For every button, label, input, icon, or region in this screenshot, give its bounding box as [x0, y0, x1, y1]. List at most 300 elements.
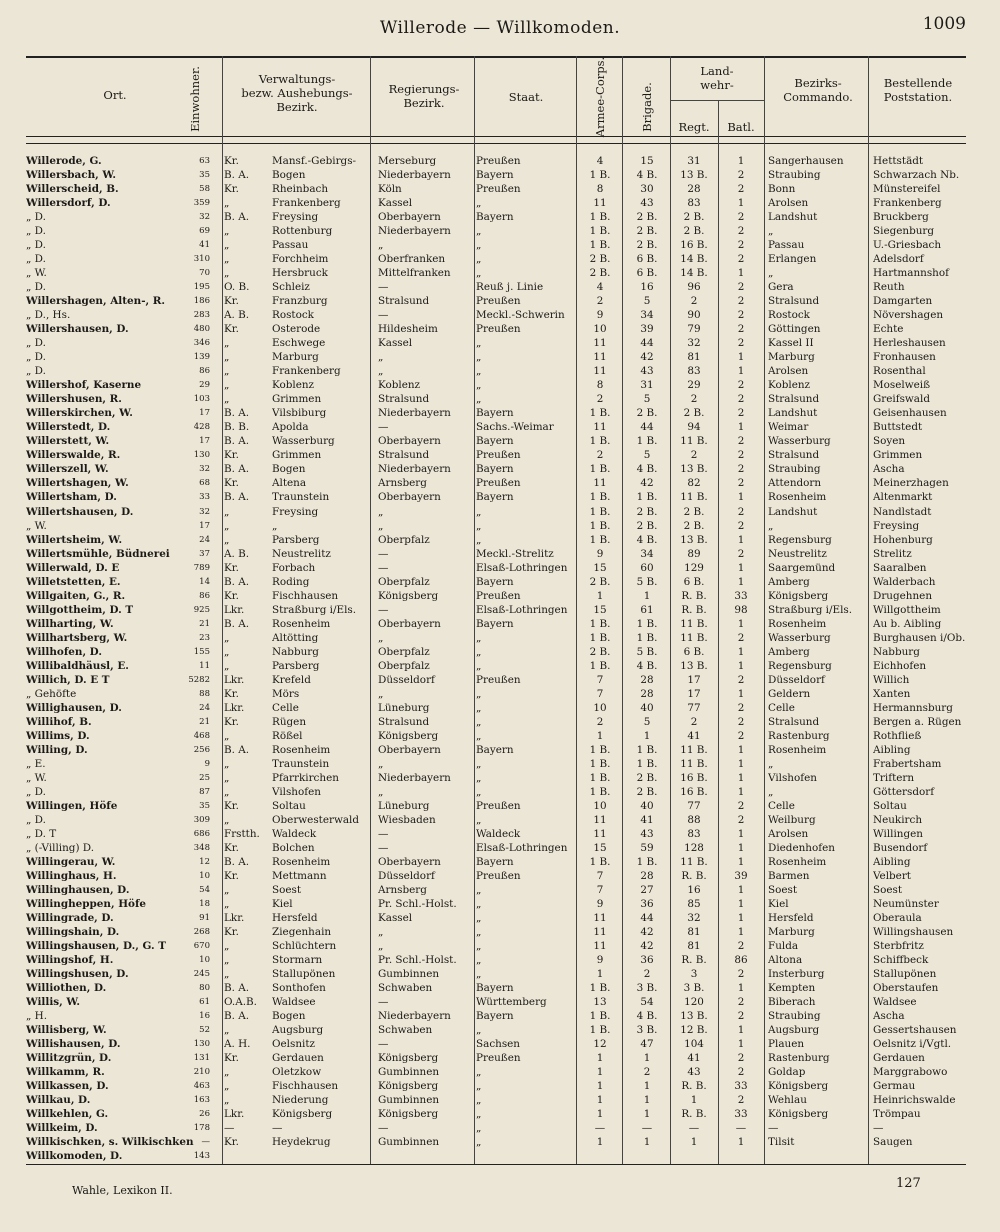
landwehr-battalion: 1 — [737, 575, 745, 588]
government-district: — — [378, 1038, 389, 1051]
army-corps: 8 — [596, 183, 604, 196]
district-type: „ — [224, 365, 230, 378]
state: Bayern — [476, 982, 514, 995]
government-district: „ — [378, 940, 384, 953]
landwehr-battalion: 2 — [737, 211, 745, 224]
post-station: Saugen — [873, 1136, 913, 1149]
state: „ — [476, 912, 482, 925]
district-type: „ — [224, 968, 230, 981]
landwehr-battalion: 1 — [737, 533, 745, 546]
government-district: „ — [378, 687, 384, 700]
district-command: Arolsen — [768, 365, 809, 378]
district-command: Rosenheim — [768, 743, 827, 756]
state: „ — [476, 1094, 482, 1107]
landwehr-battalion: 1 — [737, 561, 745, 574]
brigade: 40 — [640, 701, 654, 714]
state: „ — [476, 351, 482, 364]
district: Fischhausen — [272, 589, 339, 602]
place-name: Willishausen, D. — [26, 1038, 121, 1051]
col-head-landwehr: Land- wehr- — [700, 64, 734, 92]
district-command: Straubing — [768, 169, 821, 182]
district-command: „ — [768, 757, 774, 770]
brigade: 54 — [640, 996, 654, 1009]
landwehr-regiment: 2 B. — [683, 211, 705, 224]
landwehr-regiment: 13 B. — [680, 463, 708, 476]
state: Sachsen — [476, 1038, 520, 1051]
state: Bayern — [476, 211, 514, 224]
population: 11 — [199, 660, 210, 671]
government-district: — — [378, 561, 389, 574]
state: „ — [476, 631, 482, 644]
government-district: Niederbayern — [378, 225, 451, 238]
place-name: „ W. — [26, 267, 47, 280]
district-command: Göttingen — [768, 323, 821, 336]
population: 80 — [199, 983, 210, 994]
landwehr-battalion: 98 — [734, 603, 748, 616]
district-command: „ — [768, 267, 774, 280]
place-name: Willhofen, D. — [26, 645, 102, 658]
landwehr-regiment: 83 — [687, 365, 701, 378]
landwehr-regiment: 11 B. — [680, 631, 708, 644]
population: 32 — [199, 506, 210, 517]
district: Franzburg — [272, 295, 328, 308]
district: Vilsbiburg — [272, 407, 327, 420]
district-type: „ — [224, 729, 230, 742]
post-station: Gerdauen — [873, 1052, 925, 1065]
brigade: 42 — [640, 926, 654, 939]
state: „ — [476, 505, 482, 518]
population: 346 — [193, 338, 210, 349]
post-station: Reuth — [873, 281, 905, 294]
state: „ — [476, 365, 482, 378]
landwehr-regiment: 16 B. — [680, 785, 708, 798]
brigade: 47 — [640, 1038, 654, 1051]
district: Gerdauen — [272, 1052, 324, 1065]
population: 480 — [193, 324, 210, 335]
army-corps: 1 B. — [589, 659, 611, 672]
district-type: B. A. — [224, 211, 250, 224]
army-corps: 11 — [593, 940, 607, 953]
state: „ — [476, 645, 482, 658]
district-command: Marburg — [768, 926, 815, 939]
place-name: Willingshof, H. — [26, 954, 114, 967]
district: Frankenberg — [272, 365, 341, 378]
army-corps: 9 — [596, 547, 604, 560]
district-type: „ — [224, 533, 230, 546]
population: 268 — [193, 927, 210, 938]
population: 143 — [193, 1151, 210, 1162]
landwehr-regiment: 11 B. — [680, 856, 708, 868]
army-corps: 1 B. — [589, 505, 611, 518]
government-district: Niederbayern — [378, 407, 451, 420]
district-command: Saargemünd — [768, 561, 836, 574]
army-corps: 7 — [596, 884, 604, 897]
place-name: Willkassen, D. — [26, 1080, 109, 1093]
post-station: Geisenhausen — [873, 407, 947, 420]
brigade: 2 — [643, 968, 651, 981]
landwehr-regiment: 11 B. — [680, 617, 708, 630]
army-corps: 1 B. — [589, 771, 611, 784]
place-name: „ D. — [26, 351, 46, 364]
district: Bogen — [272, 463, 306, 476]
government-district: Niederbayern — [378, 169, 451, 182]
state: „ — [476, 379, 482, 392]
population: 186 — [193, 296, 210, 307]
army-corps: 1 B. — [589, 617, 611, 630]
state: „ — [476, 253, 482, 266]
army-corps: 9 — [596, 898, 604, 911]
post-station: Buttstedt — [873, 421, 923, 434]
district-command: Weimar — [768, 421, 809, 434]
district-type: „ — [224, 239, 230, 252]
brigade: 40 — [640, 799, 654, 812]
district: Freysing — [272, 505, 319, 518]
landwehr-regiment: 41 — [687, 729, 701, 742]
place-name: Willisberg, W. — [26, 1024, 107, 1037]
army-corps: 1 B. — [589, 982, 611, 995]
district-type: „ — [224, 505, 230, 518]
place-name: „ D. — [26, 785, 46, 798]
district: Marburg — [272, 351, 319, 364]
landwehr-battalion: 2 — [737, 813, 745, 826]
landwehr-battalion: 2 — [737, 323, 745, 336]
district-type: O.A.B. — [224, 996, 257, 1009]
district-type: A. B. — [224, 547, 250, 560]
district-type: „ — [224, 253, 230, 266]
state: „ — [476, 701, 482, 714]
place-name: „ D. — [26, 225, 46, 238]
district: Mörs — [272, 687, 300, 700]
place-name: Willharting, W. — [26, 617, 114, 630]
district-command: Kiel — [768, 898, 789, 911]
state: Bayern — [476, 743, 514, 756]
landwehr-regiment: R. B. — [681, 954, 707, 967]
state: Waldeck — [476, 827, 521, 840]
population: 52 — [199, 1025, 210, 1036]
population: 32 — [199, 212, 210, 223]
district-command: Altona — [768, 954, 803, 967]
district: Waldsee — [272, 996, 316, 1009]
state: Preußen — [476, 799, 521, 812]
post-station: Siegenburg — [873, 225, 935, 238]
government-district: Oberfranken — [378, 253, 446, 266]
government-district: Lüneburg — [378, 701, 430, 714]
population: 25 — [199, 772, 210, 783]
army-corps: 11 — [593, 351, 607, 364]
brigade: 44 — [640, 912, 654, 925]
government-district: — — [378, 827, 389, 840]
government-district: Königsberg — [378, 1052, 439, 1065]
district: Grimmen — [272, 449, 322, 462]
landwehr-regiment: 32 — [687, 337, 701, 350]
government-district: „ — [378, 631, 384, 644]
district-command: Arolsen — [768, 197, 809, 210]
landwehr-regiment: 81 — [687, 940, 701, 953]
district-command: Wasserburg — [768, 435, 831, 448]
place-name: Willetstetten, E. — [26, 575, 121, 588]
landwehr-battalion: 1 — [737, 743, 745, 756]
landwehr-regiment: 43 — [687, 1066, 701, 1079]
population: 86 — [199, 590, 210, 601]
army-corps: 15 — [593, 841, 607, 854]
army-corps: 11 — [593, 912, 607, 925]
army-corps: 11 — [593, 926, 607, 939]
landwehr-battalion: 1 — [737, 617, 745, 630]
district: Fischhausen — [272, 1080, 339, 1093]
population: 428 — [193, 422, 210, 433]
post-station: Göttersdorf — [873, 785, 935, 798]
state: „ — [476, 771, 482, 784]
post-station: Eichhofen — [873, 659, 927, 672]
population: 359 — [193, 198, 210, 209]
post-station: Ascha — [873, 1010, 905, 1023]
brigade: 15 — [640, 155, 654, 167]
government-district: — — [378, 309, 389, 322]
district: Sonthofen — [272, 982, 326, 995]
landwehr-regiment: R. B. — [681, 603, 707, 616]
district: Forchheim — [272, 253, 329, 266]
state: Reuß j. Linie — [476, 281, 544, 294]
post-station: Hermannsburg — [873, 701, 953, 714]
place-name: Willershagen, Alten-, R. — [26, 295, 165, 308]
army-corps: 1 — [596, 968, 604, 981]
post-station: Strelitz — [873, 547, 912, 560]
landwehr-battalion: 1 — [737, 659, 745, 672]
place-name: „ D. — [26, 239, 46, 252]
landwehr-battalion: 1 — [737, 898, 745, 911]
district-type: „ — [224, 631, 230, 644]
brigade: 1 — [643, 589, 651, 602]
district: Forbach — [272, 561, 316, 574]
district-command: Celle — [768, 701, 795, 714]
landwehr-regiment: 96 — [687, 281, 701, 294]
landwehr-battalion: 1 — [737, 491, 745, 504]
landwehr-regiment: 3 — [690, 968, 698, 981]
army-corps: 1 B. — [589, 491, 611, 504]
col-head-staat: Staat. — [508, 90, 544, 104]
landwehr-battalion: 1 — [737, 351, 745, 364]
brigade: 1 — [643, 1094, 651, 1107]
landwehr-regiment: R. B. — [681, 1080, 707, 1093]
brigade: 2 B. — [636, 239, 658, 252]
place-name: Willis, W. — [26, 996, 81, 1009]
state: Preußen — [476, 589, 521, 602]
district-type: „ — [224, 813, 230, 826]
government-district: Oberbayern — [378, 435, 441, 448]
landwehr-battalion: 2 — [737, 183, 745, 196]
place-name: Willihof, B. — [26, 715, 92, 728]
post-station: Busendorf — [873, 841, 928, 854]
brigade: 30 — [640, 183, 654, 196]
landwehr-regiment: 16 B. — [680, 239, 708, 252]
district-type: B. A. — [224, 856, 250, 868]
post-station: Willich — [873, 673, 910, 686]
landwehr-battalion: 1 — [737, 645, 745, 658]
district: Altötting — [272, 631, 319, 644]
population: 86 — [199, 366, 210, 377]
district-type: „ — [224, 757, 230, 770]
landwehr-battalion: 2 — [737, 281, 745, 294]
district-command: Augsburg — [768, 1024, 820, 1037]
government-district: Oberbayern — [378, 856, 441, 868]
district: Rostock — [272, 309, 314, 322]
district-command: Wasserburg — [768, 631, 831, 644]
army-corps: 11 — [593, 477, 607, 490]
landwehr-regiment: 6 B. — [683, 645, 705, 658]
state: „ — [476, 1136, 482, 1149]
district-type: Kr. — [224, 295, 239, 308]
state: Bayern — [476, 463, 514, 476]
district-type: „ — [224, 884, 230, 897]
post-station: Meinerzhagen — [873, 477, 949, 490]
district: Mansf.-Gebirgs- — [272, 155, 357, 167]
post-station: Triftern — [873, 771, 915, 784]
place-name: „ D. — [26, 281, 46, 294]
brigade: 4 B. — [636, 533, 658, 546]
landwehr-regiment: 94 — [687, 421, 701, 434]
army-corps: 1 B. — [589, 169, 611, 182]
district: Rosenheim — [272, 617, 331, 630]
place-name: Willershusen, R. — [26, 393, 122, 406]
district-command: Rostock — [768, 309, 810, 322]
district-command: Wehlau — [768, 1094, 807, 1107]
state: „ — [476, 898, 482, 911]
district-command: — — [768, 1122, 779, 1135]
army-corps: 1 B. — [589, 225, 611, 238]
army-corps: 1 — [596, 589, 604, 602]
district: Koblenz — [272, 379, 315, 392]
place-name: Willertsmühle, Büdnerei — [26, 547, 170, 560]
landwehr-regiment: 2 — [690, 393, 698, 406]
district-type: „ — [224, 379, 230, 392]
district-type: Kr. — [224, 870, 239, 883]
post-station: Willgottheim — [873, 603, 941, 616]
population: 26 — [199, 1109, 210, 1120]
district-command: Marburg — [768, 351, 815, 364]
population: 29 — [199, 380, 210, 391]
district-command: Diedenhofen — [768, 841, 835, 854]
post-station: Hettstädt — [873, 155, 924, 167]
population: 54 — [199, 885, 210, 896]
population: 283 — [193, 310, 210, 321]
brigade: 1 — [643, 1136, 651, 1149]
army-corps: 1 B. — [589, 463, 611, 476]
state: Bayern — [476, 617, 514, 630]
brigade: 1 — [643, 1052, 651, 1065]
post-station: Drugehnen — [873, 589, 933, 602]
post-station: — — [873, 1122, 884, 1135]
landwehr-battalion: 2 — [737, 449, 745, 462]
army-corps: 1 B. — [589, 533, 611, 546]
district-command: Amberg — [768, 575, 810, 588]
district-type: Kr. — [224, 155, 239, 167]
population: 58 — [199, 184, 210, 195]
population: 245 — [193, 969, 210, 980]
district-command: Rastenburg — [768, 729, 830, 742]
post-station: Ascha — [873, 463, 905, 476]
district: Rügen — [272, 715, 307, 728]
district-type: „ — [224, 771, 230, 784]
district-type: Lkr. — [224, 603, 245, 616]
landwehr-battalion: 1 — [737, 155, 745, 167]
landwehr-regiment: 16 B. — [680, 771, 708, 784]
district-type: B. A. — [224, 491, 250, 504]
army-corps: — — [594, 1122, 606, 1135]
population: 9 — [204, 758, 210, 769]
population: 103 — [193, 394, 210, 405]
landwehr-battalion: 1 — [737, 1136, 745, 1149]
army-corps: 1 B. — [589, 785, 611, 798]
district-type: A. B. — [224, 309, 250, 322]
place-name: Willershof, Kaserne — [26, 379, 142, 392]
brigade: 1 B. — [636, 435, 658, 448]
landwehr-regiment: 17 — [687, 687, 701, 700]
post-station: Aibling — [873, 743, 911, 756]
army-corps: 2 — [596, 715, 604, 728]
landwehr-regiment: 128 — [684, 841, 704, 854]
place-name: „ D. — [26, 253, 46, 266]
post-station: Fronhausen — [873, 351, 936, 364]
post-station: Hohenburg — [873, 533, 933, 546]
government-district: Lüneburg — [378, 799, 430, 812]
landwehr-regiment: 81 — [687, 926, 701, 939]
district-type: Kr. — [224, 323, 239, 336]
district-command: Landshut — [768, 505, 818, 518]
government-district: Oberpfalz — [378, 533, 430, 546]
army-corps: 10 — [593, 323, 607, 336]
landwehr-battalion: 1 — [737, 856, 745, 868]
population: 32 — [199, 464, 210, 475]
population: 68 — [199, 478, 210, 489]
government-district: Königsberg — [378, 1108, 439, 1121]
brigade: 4 B. — [636, 659, 658, 672]
place-name: Willertshagen, W. — [26, 477, 129, 490]
place-name: „ D. — [26, 813, 46, 826]
brigade: 59 — [640, 841, 654, 854]
district: Straßburg i/Els. — [272, 603, 357, 616]
district: Rheinbach — [272, 183, 329, 196]
district-command: Rastenburg — [768, 1052, 830, 1065]
population: 24 — [199, 702, 210, 713]
place-name: Willerode, G. — [26, 155, 102, 167]
district-command: Soest — [768, 884, 798, 897]
brigade: 5 — [643, 295, 651, 308]
landwehr-battalion: 1 — [737, 365, 745, 378]
district-command: Barmen — [768, 870, 810, 883]
post-station: Herleshausen — [873, 337, 946, 350]
post-station: Altenmarkt — [873, 491, 933, 504]
post-station: Rosenthal — [873, 365, 926, 378]
brigade: 43 — [640, 827, 654, 840]
government-district: Schwaben — [378, 1024, 433, 1037]
place-name: Willich, D. E T — [26, 673, 110, 686]
place-name: „ H. — [26, 1010, 48, 1023]
state: „ — [476, 1066, 482, 1079]
landwehr-regiment: 14 B. — [680, 267, 708, 280]
district-command: Fulda — [768, 940, 799, 953]
landwehr-regiment: 6 B. — [683, 575, 705, 588]
district: Freysing — [272, 211, 319, 224]
post-station: Bruckberg — [873, 211, 929, 224]
government-district: Düsseldorf — [378, 673, 435, 686]
state: Preußen — [476, 295, 521, 308]
government-district: — — [378, 841, 389, 854]
brigade: 1 — [643, 1080, 651, 1093]
landwehr-battalion: 2 — [737, 799, 745, 812]
state: „ — [476, 1024, 482, 1037]
landwehr-battalion: 2 — [737, 407, 745, 420]
post-station: Aibling — [873, 856, 911, 868]
